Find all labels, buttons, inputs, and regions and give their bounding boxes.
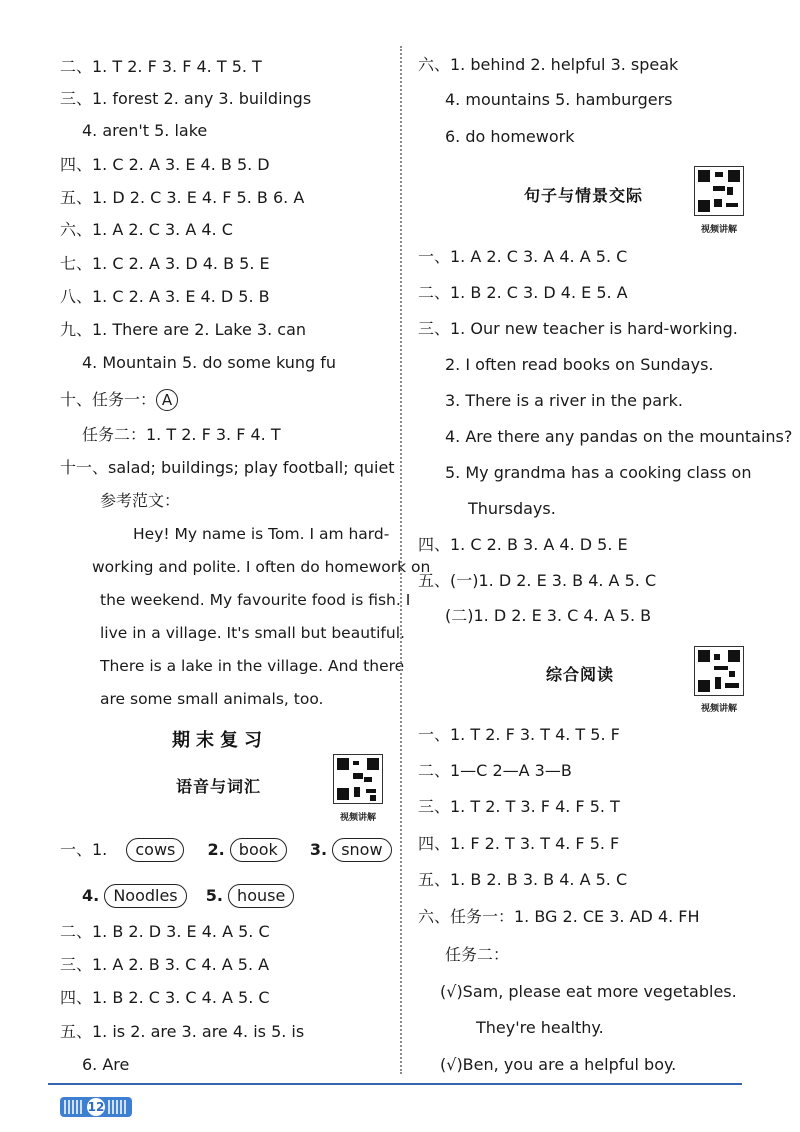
answer-line: (√)Ben, you are a helpful boy. [440, 1055, 677, 1074]
answer-line: 4. mountains 5. hamburgers [445, 90, 673, 109]
answer-line: 6. Are [82, 1055, 130, 1074]
circled-word: Noodles [104, 884, 186, 908]
answer-line: 七、1. C 2. A 3. D 4. B 5. E [60, 254, 270, 273]
essay-line: Hey! My name is Tom. I am hard- [133, 525, 390, 543]
page-number-badge [60, 1097, 132, 1117]
circled-word: book [230, 838, 287, 862]
essay-line: live in a village. It's small but beautiful. [100, 624, 405, 642]
answer-line: (√)Sam, please eat more vegetables. [440, 982, 737, 1001]
answer-line: 任务二： [445, 945, 510, 964]
answer-line: 三、1. Our new teacher is hard-working. [418, 319, 738, 338]
answer-line: 4. Are there any pandas on the mountains? [445, 427, 793, 446]
essay-line: are some small animals, too. [100, 690, 324, 708]
answer-line: 六、1. behind 2. helpful 3. speak [418, 55, 679, 74]
qr-caption: 视频讲解 [339, 813, 376, 823]
answer-line: 九、1. There are 2. Lake 3. can [60, 320, 307, 339]
answer-line: 八、1. C 2. A 3. E 4. D 5. B [60, 287, 270, 306]
answer-line: 4. aren't 5. lake [82, 121, 208, 140]
circled-word: snow [332, 838, 391, 862]
answer-line: 3. There is a river in the park. [445, 391, 683, 410]
qr-code-icon[interactable] [694, 646, 744, 696]
answer-line: 三、1. forest 2. any 3. buildings [60, 89, 312, 108]
answer-line: 2. I often read books on Sundays. [445, 355, 714, 374]
qr-code-icon[interactable] [694, 166, 744, 216]
answer-line: 二、1. B 2. D 3. E 4. A 5. C [60, 922, 270, 941]
column-divider [400, 46, 402, 1074]
circled-answer: A [156, 389, 178, 411]
sample-essay-label: 参考范文： [100, 491, 181, 510]
answer-line: 四、1. F 2. T 3. T 4. F 5. F [418, 834, 620, 853]
answer-line: 一、1. A 2. C 3. A 4. A 5. C [418, 247, 628, 266]
answer-line: 4. Mountain 5. do some kung fu [82, 353, 337, 372]
answer-line: 6. do homework [445, 127, 575, 146]
answer-line: 五、1. is 2. are 3. are 4. is 5. is [60, 1022, 305, 1041]
footer-rule [48, 1083, 742, 1085]
answer-line: Thursdays. [468, 499, 556, 518]
answer-line: 一、1. T 2. F 3. T 4. T 5. F [418, 725, 620, 744]
task1-prefix: 十、任务一： [60, 390, 157, 409]
answer-line: 二、1. T 2. F 3. F 4. T 5. T [60, 57, 262, 76]
section-title-vocab: 语音与词汇 [176, 777, 262, 796]
page-number: 12 [87, 1100, 105, 1114]
answer-line: 五、(一)1. D 2. E 3. B 4. A 5. C [418, 571, 657, 590]
task2-line: 任务二：1. T 2. F 3. F 4. T [82, 425, 281, 444]
qr-caption: 视频讲解 [700, 225, 737, 235]
qr-caption: 视频讲解 [700, 704, 737, 714]
answer-line: 五、1. B 2. B 3. B 4. A 5. C [418, 870, 628, 889]
answer-line: 二、1. B 2. C 3. D 4. E 5. A [418, 283, 628, 302]
essay-line: working and polite. I often do homework on [92, 558, 431, 576]
circled-word: house [228, 884, 294, 908]
answer-line: 六、任务一：1. BG 2. CE 3. AD 4. FH [418, 907, 700, 926]
answer-line: 四、1. B 2. C 3. C 4. A 5. C [60, 988, 270, 1007]
answer-line: 四、1. C 2. A 3. E 4. B 5. D [60, 155, 270, 174]
essay-line: the weekend. My favourite food is fish. I [100, 591, 411, 609]
essay-line: There is a lake in the village. And there [100, 657, 405, 675]
circled-word: cows [126, 838, 184, 862]
qr-code-icon[interactable] [333, 754, 383, 804]
answer-line: (二)1. D 2. E 3. C 4. A 5. B [445, 606, 652, 625]
answer-line: 三、1. T 2. T 3. F 4. F 5. T [418, 797, 620, 816]
item-prefix: 一、1. [60, 840, 108, 859]
answer-line: 十一、salad; buildings; play football; quiet [60, 458, 395, 477]
section-title-sentences: 句子与情景交际 [524, 186, 644, 205]
answer-line: 四、1. C 2. B 3. A 4. D 5. E [418, 535, 628, 554]
vocab-one-line-2: 4. Noodles 5. house [82, 884, 294, 908]
answer-line: 六、1. A 2. C 3. A 4. C [60, 220, 233, 239]
answer-line: 二、1—C 2—A 3—B [418, 761, 572, 780]
answer-line: 5. My grandma has a cooking class on [445, 463, 752, 482]
section-title-reading: 综合阅读 [546, 665, 615, 684]
answer-line: 三、1. A 2. B 3. C 4. A 5. A [60, 955, 270, 974]
section-title-final-review: 期末复习 [172, 730, 268, 751]
answer-line: 五、1. D 2. C 3. E 4. F 5. B 6. A [60, 188, 305, 207]
task1-line [60, 389, 178, 411]
vocab-one-line: 一、1. cows 2. book 3. snow [60, 838, 392, 862]
answer-line: They're healthy. [476, 1018, 604, 1037]
